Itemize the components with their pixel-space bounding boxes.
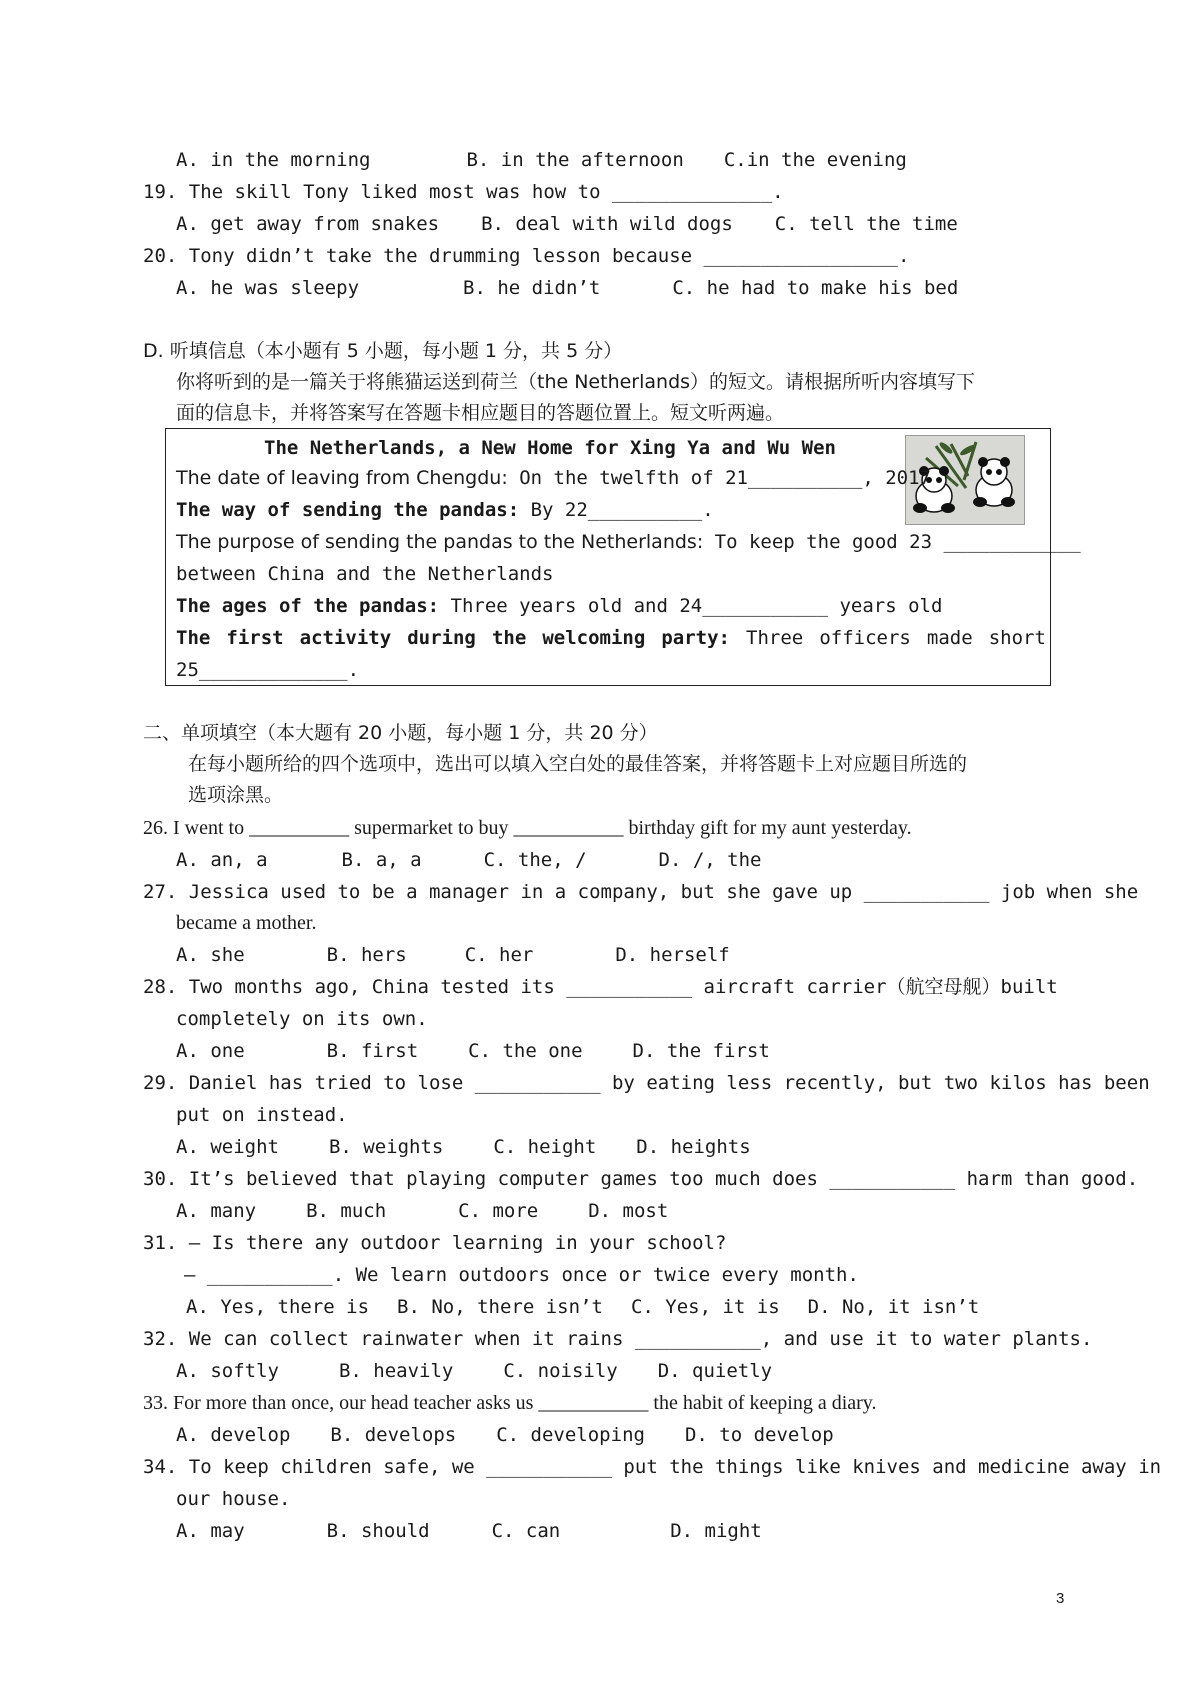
card-row-ages-label: The ages of the pandas: [176, 595, 440, 617]
q34-option-a: A. may [176, 1520, 245, 1542]
activity-word: The [176, 627, 211, 649]
q18-option-a: A. in the morning [176, 149, 371, 171]
q32-options [176, 1359, 772, 1383]
activity-word: party: [661, 627, 730, 649]
q32-option-d: D. quietly [657, 1360, 773, 1382]
section-d-heading: D. 听填信息（本小题有 5 小题，每小题 1 分，共 5 分） [143, 340, 623, 362]
activity-word: welcoming [542, 627, 646, 649]
q19-option-a: A. get away from snakes [176, 213, 440, 235]
q27-stem-continued: became a mother. [176, 912, 317, 934]
activity-word: the [491, 627, 527, 649]
q33-option-a: A. develop [176, 1424, 291, 1446]
q33-option-d: D. to develop [684, 1424, 834, 1446]
q31-option-a: A. Yes, there is [186, 1296, 370, 1318]
activity-word: short [988, 627, 1046, 649]
q33-stem: 33. For more than once, our head teacher asks us ___________ the habit of keeping a diary. [143, 1392, 877, 1414]
page-number: 3 [1056, 1590, 1065, 1607]
q33-option-c: C. developing [496, 1424, 645, 1446]
q27-option-c: C. her [464, 944, 534, 966]
q34-options [176, 1519, 762, 1543]
q28-stem: 28. Two months ago, China tested its ___________ aircraft carrier（航空母舰）built [143, 976, 1058, 998]
q28-stem-continued: completely on its own. [176, 1008, 428, 1030]
q26-option-a: A. an, a [176, 849, 268, 871]
card-row-way [176, 498, 714, 522]
activity-word: Three [746, 627, 804, 649]
info-card-title: The Netherlands, a New Home for Xing Ya and Wu Wen [264, 437, 836, 459]
q26-option-d: D. /, the [658, 849, 762, 871]
q30-stem: 30. It’s believed that playing computer games too much does ___________ harm than good. [143, 1168, 1139, 1190]
section-2-heading: 二、单项填空（本大题有 20 小题，每小题 1 分，共 20 分） [143, 722, 658, 744]
activity-word: during [407, 627, 476, 649]
card-row-activity [176, 626, 1046, 650]
q20-stem: 20. Tony didn’t take the drumming lesson because _________________. [143, 245, 910, 267]
q30-option-a: A. many [176, 1200, 257, 1222]
q27-option-b: B. hers [326, 944, 407, 966]
q34-stem: 34. To keep children safe, we ___________ put the things like knives and medicine away in [143, 1456, 1162, 1478]
card-row-ages [176, 594, 942, 618]
q33-option-b: B. develops [330, 1424, 457, 1446]
q29-option-b: B. weights [328, 1136, 444, 1158]
q19-stem: 19. The skill Tony liked most was how to ______________. [143, 181, 784, 203]
q32-stem: 32. We can collect rainwater when it rains ___________, and use it to water plants. [143, 1328, 1093, 1350]
q29-option-d: D. heights [636, 1136, 751, 1158]
q31-option-d: D. No, it isn’t [807, 1296, 980, 1318]
q20-option-c: C. he had to make his bed [672, 277, 959, 299]
q26-option-b: B. a, a [341, 849, 422, 871]
q29-option-a: A. weight [176, 1136, 279, 1158]
activity-word: made [926, 627, 973, 649]
q30-options [176, 1199, 668, 1223]
section-d-instruction-1: 你将听到的是一篇关于将熊猫运送到荷兰（the Netherlands）的短文。请根据所听内容填写下 [176, 371, 976, 393]
q32-option-c: C. noisily [503, 1360, 618, 1382]
section-2-instruction-1: 在每小题所给的四个选项中，选出可以填入空白处的最佳答案，并将答题卡上对应题目所选的 [188, 753, 968, 775]
q18-option-c: C.in the evening [723, 149, 907, 171]
q27-option-d: D. herself [615, 944, 730, 966]
card-row-purpose-value: To keep the good 23 ____________ [703, 531, 1081, 553]
q26-options [176, 848, 762, 872]
q30-option-c: C. more [458, 1200, 539, 1222]
activity-word: officers [819, 627, 911, 649]
q30-option-d: D. most [588, 1200, 669, 1222]
card-row-date [176, 466, 931, 490]
q34-option-b: B. should [326, 1520, 430, 1542]
q28-option-b: B. first [326, 1040, 419, 1062]
q18-option-b: B. in the afternoon [466, 149, 684, 171]
q29-stem: 29. Daniel has tried to lose ___________ by eating less recently, but two kilos has been [143, 1072, 1150, 1094]
q18-options [176, 148, 907, 172]
q31-reply: — ___________. We learn outdoors once or twice every month. [184, 1264, 859, 1286]
card-row-way-value: By 22__________. [519, 499, 714, 521]
q29-stem-continued: put on instead. [176, 1104, 348, 1126]
q31-option-c: C. Yes, it is [630, 1296, 780, 1318]
q33-options [176, 1423, 834, 1447]
q19-option-c: C. tell the time [774, 213, 958, 235]
card-row-way-label: The way of sending the pandas: [176, 499, 520, 521]
activity-word: activity [299, 627, 392, 649]
q28-options [176, 1039, 770, 1063]
q20-option-a: A. he was sleepy [176, 277, 360, 299]
q28-option-d: D. the first [632, 1040, 770, 1062]
card-row-date-value: On the twelfth of 21__________, 2017 [507, 467, 931, 489]
q20-option-b: B. he didn’t [463, 277, 601, 299]
q29-option-c: C. height [493, 1136, 597, 1158]
q30-option-b: B. much [306, 1200, 387, 1222]
q34-stem-continued: our house. [176, 1488, 291, 1510]
q26-option-c: C. the, / [483, 849, 587, 871]
q29-options [176, 1135, 751, 1159]
q28-option-c: C. the one [468, 1040, 583, 1062]
q31-options [186, 1295, 979, 1319]
card-row-purpose-label: The purpose of sending the pandas to the Netherlands: [176, 531, 704, 553]
q28-option-a: A. one [176, 1040, 245, 1062]
card-row-purpose-continued: between China and the Netherlands [176, 563, 554, 585]
q32-option-a: A. softly [176, 1360, 279, 1382]
card-row-ages-value: Three years old and 24___________ years old [439, 595, 943, 617]
section-2-instruction-2: 选项涂黑。 [188, 784, 284, 806]
activity-word: first [226, 627, 284, 649]
card-row-date-label: The date of leaving from Chengdu: [176, 467, 508, 489]
q27-option-a: A. she [176, 944, 245, 966]
q34-option-d: D. might [670, 1520, 762, 1542]
q26-stem: 26. I went to __________ supermarket to buy ___________ birthday gift for my aunt yesterday. [143, 817, 912, 839]
q27-options [176, 943, 730, 967]
card-row-activity-continued: 25_____________. [176, 659, 360, 681]
q19-options [176, 212, 958, 236]
q34-option-c: C. can [491, 1520, 561, 1542]
section-d-instruction-2: 面的信息卡，并将答案写在答题卡相应题目的答题位置上。短文听两遍。 [176, 402, 785, 424]
q31-stem: 31. — Is there any outdoor learning in your school? [143, 1232, 727, 1254]
q32-option-b: B. heavily [338, 1360, 454, 1382]
q19-option-b: B. deal with wild dogs [481, 213, 733, 235]
q20-options [176, 276, 958, 300]
q27-stem: 27. Jessica used to be a manager in a company, but she gave up ___________ job when she [143, 881, 1139, 903]
q31-option-b: B. No, there isn’t [397, 1296, 603, 1318]
card-row-purpose [176, 530, 1081, 554]
